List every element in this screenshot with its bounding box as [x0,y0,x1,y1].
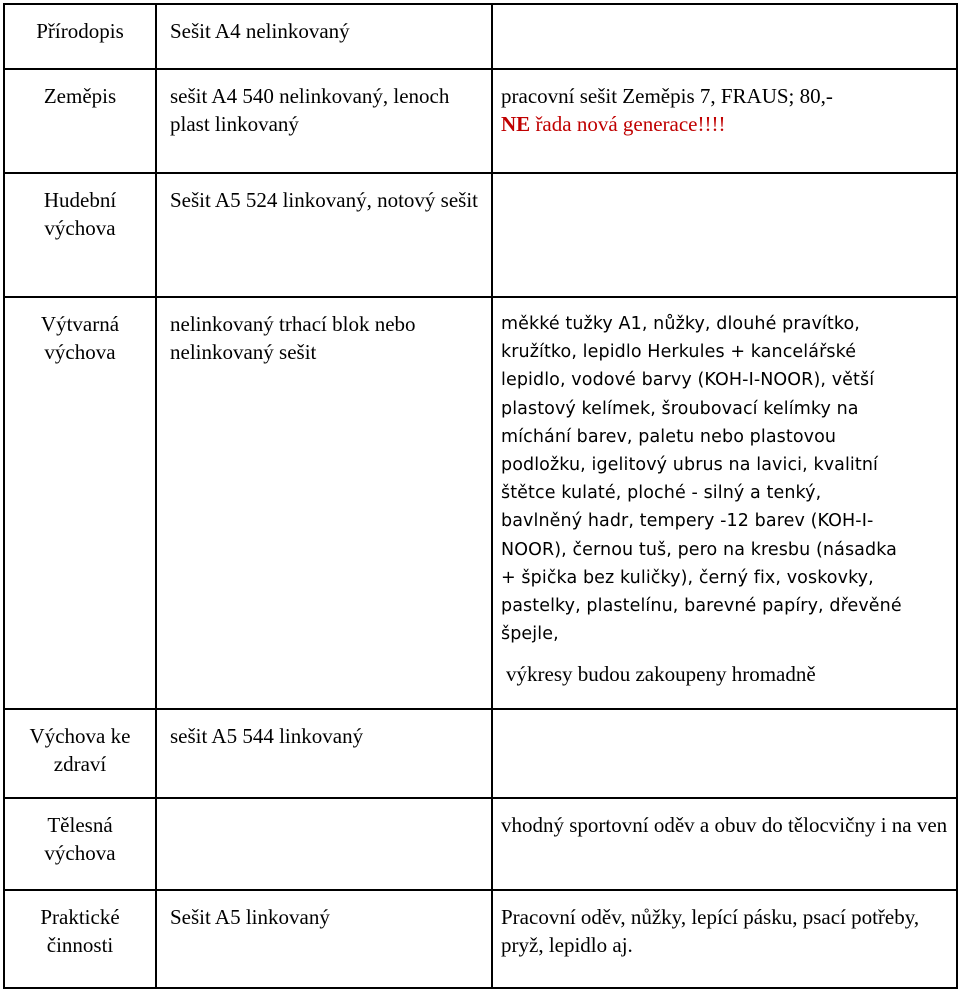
table-row [4,297,957,709]
notebooks-text: Sešit A4 nelinkovaný [170,19,350,43]
items-cell [492,69,957,173]
art-supplies-line: + špička bez kuličky), černý fix, voskovky, [501,567,874,588]
notebooks-text: sešit A5 544 linkovaný [170,724,364,748]
notebooks-text: Sešit A5 linkovaný [170,905,330,929]
art-supplies-line: NOOR), černou tuš, pero na kresbu (násadka [501,539,897,560]
table-row [4,709,957,798]
items-text: vhodný sportovní oděv a obuv do tělocvičny i na ven [501,813,948,837]
subject-cell [4,69,156,173]
notebooks-text: sešit A4 540 nelinkovaný, lenoch plast linkovaný [170,84,450,136]
drawing-paper-note: výkresy budou zakoupeny hromadně [506,662,816,687]
art-supplies-line: lepidlo, vodové barvy (KOH-I-NOOR), větší [501,370,875,391]
notebooks-text: Sešit A5 524 linkovaný, notový sešit [170,188,479,212]
table-row [4,173,957,297]
art-supplies-line: špejle, [501,624,559,645]
items-cell [492,173,957,297]
subject-text: Přírodopis [36,19,124,43]
art-supplies-line: plastový kelímek, šroubovací kelímky na [501,398,859,419]
notebooks-cell [156,890,492,988]
school-supplies-table [3,3,958,989]
notebooks-cell [156,798,492,890]
table-row [4,69,957,173]
notebooks-text: nelinkovaný trhací blok nebo nelinkovaný sešit [170,312,416,364]
art-supplies-line: pastelky, plastelínu, barevné papíry, dřevěné [501,596,902,617]
items-cell [492,297,957,709]
notebooks-cell [156,69,492,173]
notebooks-cell [156,173,492,297]
items-cell [492,798,957,890]
subject-text: Výchova ke zdraví [29,724,131,776]
items-cell [492,4,957,69]
art-supplies-line: míchání barev, paletu nebo plastovou [501,426,837,447]
subject-cell [4,297,156,709]
art-supplies-line: měkké tužky A1, nůžky, dlouhé pravítko, [501,314,860,334]
subject-text: Praktické činnosti [40,905,120,957]
subject-text: Výtvarná výchova [40,312,120,364]
notebooks-cell [156,709,492,798]
art-supplies-line: bavlněný hadr, tempery -12 barev (KOH-I- [501,511,874,532]
subject-cell [4,4,156,69]
items-cell [492,890,957,988]
notebooks-cell [156,4,492,69]
subject-text: Tělesná výchova [44,813,116,865]
subject-cell [4,890,156,988]
table-row [4,4,957,69]
subject-cell [4,709,156,798]
subject-text: Hudební výchova [43,188,117,240]
items-text: pracovní sešit Zeměpis 7, FRAUS; 80,- [501,84,833,108]
art-supplies-line: podložku, igelitový ubrus na lavici, kvalitní [501,455,879,476]
art-supplies-line: kružítko, lepidlo Herkules + kancelářské [501,342,857,363]
items-warning-text: řada nová generace!!!! [535,112,726,136]
subject-text: Zeměpis [43,84,117,108]
art-supplies-list [501,310,948,648]
items-warning-bold: NE [501,112,531,136]
table-row [4,798,957,890]
notebooks-cell [156,297,492,709]
subject-cell [4,173,156,297]
items-text: Pracovní oděv, nůžky, lepící pásku, psací potřeby, pryž, lepidlo aj. [501,905,920,957]
items-cell [492,709,957,798]
items-warning [501,110,948,138]
table-row [4,890,957,988]
art-supplies-line: štětce kulaté, ploché - silný a tenký, [501,483,822,504]
subject-cell [4,798,156,890]
